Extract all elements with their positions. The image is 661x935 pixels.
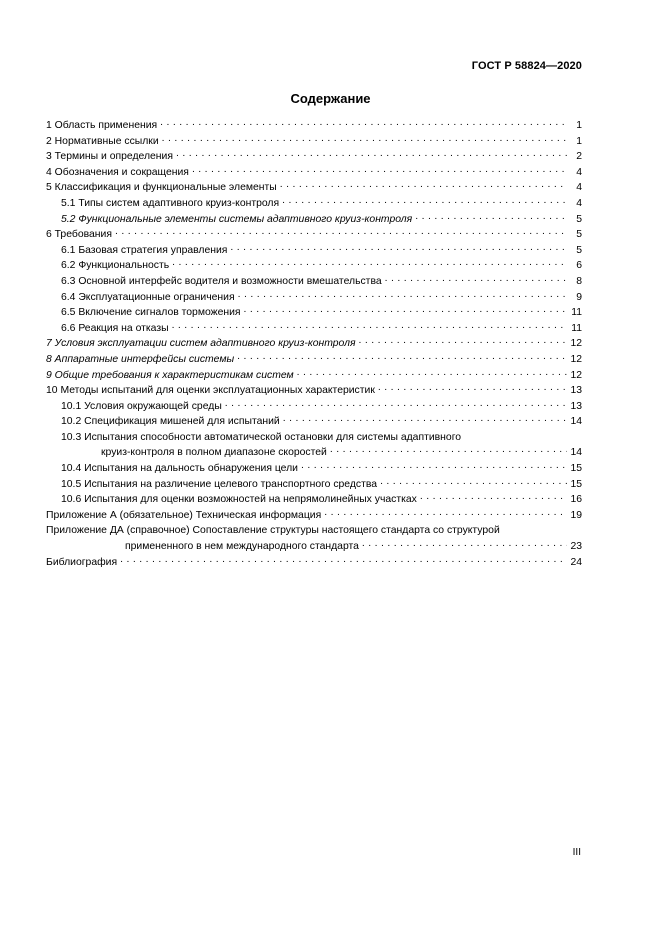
toc-entry-label: 10.1 Условия окружающей среды — [61, 400, 222, 412]
toc-entry-label: 9 Общие требования к характеристикам систем — [46, 369, 294, 381]
toc-entry[interactable] — [46, 383, 582, 399]
toc-leader-dots — [230, 243, 567, 253]
toc-entry-label-continued: примененного в нем международного стандарта — [125, 541, 359, 553]
toc-entry[interactable] — [46, 212, 582, 228]
toc-entry-page: 4 — [576, 166, 582, 178]
toc-entry[interactable] — [46, 196, 582, 212]
toc-entry-label: 5 Классификация и функциональные элементы — [46, 182, 277, 194]
toc-entry-page: 14 — [570, 447, 582, 459]
toc-entry-page: 15 — [570, 478, 582, 490]
toc-entry-label: 10 Методы испытаний для оценки эксплуатационных характеристик — [46, 385, 375, 397]
toc-entry-label-continued: круиз-контроля в полном диапазоне скоростей — [101, 447, 327, 459]
toc-entry[interactable] — [46, 414, 582, 430]
toc-entry-label: 6.4 Эксплуатационные ограничения — [61, 291, 235, 303]
toc-entry[interactable] — [46, 461, 582, 477]
toc-entry-label: 5.2 Функциональные элементы системы адаптивного круиз-контроля — [61, 213, 413, 225]
toc-entry[interactable] — [46, 336, 582, 352]
toc-entry-label: 6.3 Основной интерфейс водителя и возможности вмешательства — [61, 275, 382, 287]
toc-leader-dots — [162, 134, 567, 144]
toc-entry-label: 2 Нормативные ссылки — [46, 135, 159, 147]
toc-entry-label: 10.3 Испытания способности автоматической остановки для системы адаптивного — [61, 431, 462, 443]
toc-entry[interactable] — [46, 227, 582, 243]
toc-entry-page: 11 — [571, 322, 582, 334]
toc-leader-dots — [244, 305, 567, 315]
toc-entry[interactable] — [46, 477, 582, 493]
toc-leader-dots — [282, 196, 567, 206]
toc-entry[interactable] — [46, 118, 582, 134]
toc-leader-dots — [172, 321, 567, 331]
toc-entry[interactable] — [46, 555, 582, 571]
toc-leader-dots — [301, 461, 567, 471]
toc-entry-page: 23 — [570, 541, 582, 553]
toc-entry-page: 4 — [576, 197, 582, 209]
toc-entry-page: 15 — [570, 463, 582, 475]
toc-entry[interactable] — [46, 492, 582, 508]
toc-leader-dots — [380, 477, 567, 487]
table-of-contents — [46, 118, 582, 570]
toc-leader-dots — [237, 352, 567, 362]
toc-entry[interactable] — [46, 165, 582, 181]
toc-entry-page: 8 — [576, 275, 582, 287]
toc-entry-label: Приложение А (обязательное) Техническая информация — [46, 509, 322, 521]
toc-leader-dots — [225, 399, 567, 409]
toc-title: Содержание — [290, 91, 371, 106]
toc-entry-page: 24 — [570, 556, 582, 568]
toc-entry-page: 13 — [570, 385, 582, 397]
toc-leader-dots — [115, 227, 567, 237]
toc-entry-page: 11 — [571, 307, 582, 319]
toc-leader-dots — [415, 212, 567, 222]
toc-entry-label: 10.2 Спецификация мишеней для испытаний — [61, 416, 280, 428]
toc-entry-page: 1 — [576, 135, 582, 147]
toc-entry[interactable] — [46, 243, 582, 259]
toc-entry-page: 12 — [570, 369, 582, 381]
toc-entry[interactable] — [46, 149, 582, 165]
toc-entry-page: 9 — [576, 291, 582, 303]
toc-entry-label: 8 Аппаратные интерфейсы системы — [46, 353, 235, 365]
toc-entry-label: 6.5 Включение сигналов торможения — [61, 307, 241, 319]
toc-entry-label: 6 Требования — [46, 229, 112, 241]
toc-entry-label: 6.6 Реакция на отказы — [61, 322, 169, 334]
toc-entry-page: 14 — [570, 416, 582, 428]
toc-leader-dots — [172, 258, 567, 268]
toc-entry[interactable] — [46, 290, 582, 306]
toc-entry-page: 1 — [576, 120, 582, 131]
toc-entry[interactable] — [46, 305, 582, 321]
toc-entry[interactable] — [46, 321, 582, 337]
toc-entry-label: 4 Обозначения и сокращения — [46, 166, 189, 178]
toc-entry[interactable] — [46, 430, 582, 461]
toc-leader-dots — [176, 149, 567, 159]
toc-entry-page: 19 — [570, 509, 582, 521]
toc-leader-dots — [283, 414, 567, 424]
toc-entry-label: 6.1 Базовая стратегия управления — [61, 244, 228, 256]
toc-entry-label: 6.2 Функциональность — [61, 260, 170, 272]
toc-entry-label: Приложение ДА (справочное) Сопоставление структуры настоящего стандарта со структурой — [46, 525, 500, 537]
toc-leader-dots — [297, 368, 567, 378]
toc-leader-dots — [385, 274, 567, 284]
toc-entry[interactable] — [46, 399, 582, 415]
toc-leader-dots — [280, 180, 567, 190]
toc-leader-dots — [324, 508, 567, 518]
toc-entry-label: Библиография — [46, 556, 118, 568]
toc-entry[interactable] — [46, 523, 582, 554]
toc-leader-dots — [330, 445, 567, 455]
document-designation: ГОСТ Р 58824—2020 — [471, 60, 582, 72]
toc-entry-page: 5 — [576, 213, 582, 225]
toc-entry-page: 16 — [570, 494, 582, 506]
toc-entry-label: 5.1 Типы систем адаптивного круиз-контроля — [61, 197, 280, 209]
toc-entry-page: 12 — [570, 353, 582, 365]
toc-leader-dots — [160, 118, 567, 128]
toc-leader-dots — [378, 383, 567, 393]
toc-entry[interactable] — [46, 274, 582, 290]
toc-entry-page: 5 — [576, 244, 582, 256]
toc-entry-label: 10.6 Испытания для оценки возможностей на непрямолинейных участках — [61, 494, 417, 506]
toc-leader-dots — [362, 539, 567, 549]
toc-entry-label: 10.4 Испытания на дальность обнаружения цели — [61, 463, 298, 475]
toc-leader-dots — [359, 336, 568, 346]
toc-leader-dots — [120, 555, 567, 565]
toc-entry-page: 13 — [570, 400, 582, 412]
toc-entry-label: 3 Термины и определения — [46, 151, 173, 163]
toc-entry[interactable] — [46, 258, 582, 274]
toc-leader-dots — [192, 165, 567, 175]
toc-entry[interactable] — [46, 180, 582, 196]
toc-entry-label: 7 Условия эксплуатации систем адаптивного круиз-контроля — [46, 338, 356, 350]
toc-leader-dots — [238, 290, 567, 300]
toc-entry-page: 2 — [576, 151, 582, 163]
toc-entry-label: 1 Область применения — [46, 120, 158, 131]
toc-leader-dots — [420, 492, 567, 502]
toc-entry-page: 12 — [570, 338, 582, 350]
toc-entry-page: 4 — [576, 182, 582, 194]
toc-entry-page: 5 — [576, 229, 582, 241]
toc-entry-page: 6 — [576, 260, 582, 272]
toc-entry-label: 10.5 Испытания на различение целевого транспортного средства — [61, 478, 378, 490]
page-number: III — [572, 847, 581, 858]
toc-entry[interactable] — [46, 134, 582, 150]
toc-entry[interactable] — [46, 508, 582, 524]
toc-entry[interactable] — [46, 352, 582, 368]
toc-entry[interactable] — [46, 368, 582, 384]
